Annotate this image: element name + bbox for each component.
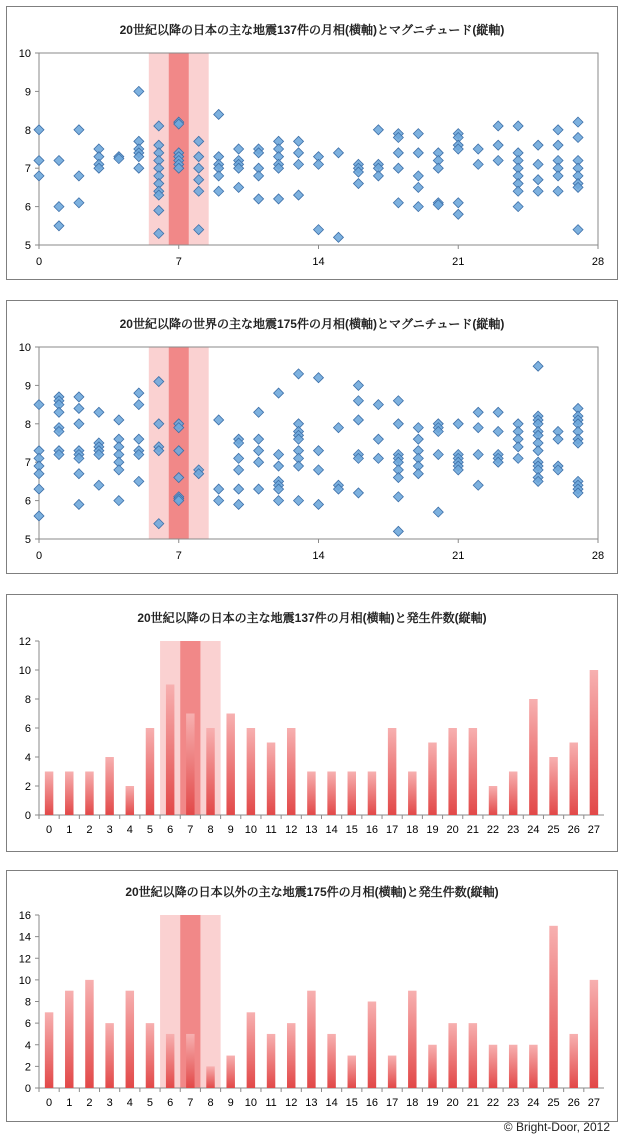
- bar-chart: [7, 871, 617, 1121]
- data-point: [533, 361, 543, 371]
- chart-title: 20世紀以降の日本の主な地震137件の月相(横軸)と発生件数(縦軸): [137, 611, 487, 625]
- data-point: [353, 380, 363, 390]
- x-tick-label: 18: [406, 824, 419, 836]
- data-point: [114, 496, 124, 506]
- data-point: [74, 419, 84, 429]
- y-tick-label: 2: [24, 781, 31, 793]
- data-point: [413, 434, 423, 444]
- data-point: [294, 159, 304, 169]
- x-tick-label: 22: [486, 1097, 500, 1109]
- x-tick-label: 6: [167, 1097, 174, 1109]
- plot-area-border: [39, 53, 598, 245]
- data-point: [74, 499, 84, 509]
- data-point: [294, 461, 304, 471]
- data-point: [74, 198, 84, 208]
- x-tick-label: 27: [587, 824, 601, 836]
- data-point: [134, 400, 144, 410]
- bar: [368, 772, 376, 816]
- y-tick-label: 0: [24, 810, 31, 822]
- y-tick-label: 14: [18, 931, 31, 944]
- bar: [509, 1045, 517, 1088]
- bar: [469, 1023, 477, 1088]
- bar: [590, 670, 598, 815]
- data-point: [254, 434, 264, 444]
- bar: [408, 991, 416, 1088]
- data-point: [314, 159, 324, 169]
- data-point: [393, 198, 403, 208]
- x-tick-label: 12: [285, 824, 298, 836]
- data-point: [254, 407, 264, 417]
- bar: [368, 1002, 376, 1089]
- x-tick-label: 7: [187, 824, 194, 836]
- data-point: [393, 163, 403, 173]
- data-point: [134, 388, 144, 398]
- chart-japan-magnitude: [6, 6, 618, 280]
- bar: [105, 757, 113, 815]
- chart-japan-count: [6, 594, 618, 852]
- x-tick-label: 24: [527, 1097, 540, 1109]
- x-tick-label: 17: [386, 1097, 399, 1109]
- bar: [348, 772, 356, 816]
- y-tick-label: 8: [24, 694, 31, 706]
- data-point: [513, 202, 523, 212]
- data-point: [294, 148, 304, 158]
- data-point: [314, 499, 324, 509]
- x-tick-label: 12: [285, 1097, 298, 1109]
- data-point: [134, 434, 144, 444]
- bar: [146, 728, 154, 815]
- data-point: [353, 396, 363, 406]
- data-point: [393, 148, 403, 158]
- bar: [489, 1045, 497, 1088]
- scatter-plot: [7, 301, 617, 573]
- data-point: [373, 453, 383, 463]
- data-point: [54, 156, 64, 166]
- data-point: [573, 117, 583, 127]
- data-point: [413, 129, 423, 139]
- x-tick-label: 2: [86, 1097, 93, 1109]
- data-point: [413, 469, 423, 479]
- data-point: [573, 225, 583, 235]
- copyright-footer: © Bright-Door, 2012: [503, 1120, 610, 1134]
- data-point: [393, 419, 403, 429]
- data-point: [234, 144, 244, 154]
- bar: [45, 1012, 53, 1088]
- data-point: [333, 232, 343, 242]
- bar: [448, 1023, 456, 1088]
- chart-other-count: [6, 870, 618, 1122]
- y-tick-label: 12: [18, 953, 31, 966]
- y-tick-label: 5: [24, 534, 31, 546]
- bar: [85, 980, 93, 1088]
- bar: [549, 757, 557, 815]
- data-point: [413, 182, 423, 192]
- x-tick-label: 8: [207, 824, 214, 836]
- x-tick-label: 1: [66, 824, 73, 836]
- data-point: [134, 163, 144, 173]
- data-point: [234, 499, 244, 509]
- x-tick-label: 18: [406, 1097, 419, 1109]
- data-point: [533, 186, 543, 196]
- data-point: [294, 496, 304, 506]
- y-tick-label: 6: [24, 495, 31, 508]
- data-point: [453, 198, 463, 208]
- bar: [529, 1045, 537, 1088]
- x-tick-label: 0: [35, 550, 43, 562]
- data-point: [54, 202, 64, 212]
- x-tick-label: 4: [126, 824, 133, 836]
- x-tick-label: 2: [86, 824, 93, 836]
- x-tick-label: 23: [507, 824, 520, 836]
- x-tick-label: 11: [265, 824, 277, 836]
- bar: [126, 786, 134, 815]
- data-point: [513, 186, 523, 196]
- bar: [569, 1034, 577, 1088]
- data-point: [493, 426, 503, 436]
- bar: [509, 772, 517, 816]
- data-point: [333, 148, 343, 158]
- bar: [206, 1066, 214, 1088]
- x-tick-label: 10: [244, 1097, 257, 1109]
- data-point: [274, 450, 284, 460]
- data-point: [214, 109, 224, 119]
- y-tick-label: 4: [24, 1039, 31, 1052]
- x-tick-label: 8: [207, 1097, 214, 1109]
- data-point: [294, 190, 304, 200]
- y-tick-label: 6: [24, 723, 31, 735]
- bar: [226, 714, 234, 816]
- bar: [85, 772, 93, 816]
- x-tick-label: 9: [227, 1097, 234, 1109]
- data-point: [234, 465, 244, 475]
- x-tick-label: 22: [486, 824, 500, 836]
- y-tick-label: 6: [24, 1018, 31, 1031]
- bar: [206, 728, 214, 815]
- x-tick-label: 7: [187, 1097, 194, 1109]
- data-point: [373, 125, 383, 135]
- bar: [146, 1023, 154, 1088]
- data-point: [254, 484, 264, 494]
- data-point: [373, 434, 383, 444]
- data-point: [254, 171, 264, 181]
- x-tick-label: 0: [35, 256, 43, 268]
- x-tick-label: 20: [446, 824, 459, 836]
- data-point: [553, 434, 563, 444]
- y-tick-label: 5: [24, 240, 31, 252]
- x-tick-label: 15: [345, 1097, 358, 1109]
- data-point: [353, 488, 363, 498]
- scatter-plot: [7, 7, 617, 279]
- data-point: [533, 159, 543, 169]
- data-point: [114, 415, 124, 425]
- x-tick-label: 28: [591, 256, 605, 268]
- bar: [287, 1023, 295, 1088]
- bar: [448, 728, 456, 815]
- x-tick-label: 3: [106, 1097, 113, 1109]
- data-point: [373, 171, 383, 181]
- bar: [186, 1034, 194, 1088]
- data-point: [473, 450, 483, 460]
- data-point: [294, 369, 304, 379]
- data-point: [393, 526, 403, 536]
- data-point: [34, 511, 44, 521]
- data-point: [333, 423, 343, 433]
- y-tick-label: 7: [24, 457, 31, 470]
- data-point: [473, 159, 483, 169]
- x-tick-label: 20: [446, 1097, 459, 1109]
- data-point: [294, 136, 304, 146]
- data-point: [74, 171, 84, 181]
- y-tick-label: 8: [24, 996, 31, 1009]
- bar: [549, 926, 557, 1088]
- x-tick-label: 19: [426, 1097, 439, 1109]
- bar: [247, 728, 255, 815]
- data-point: [274, 496, 284, 506]
- data-point: [234, 484, 244, 494]
- data-point: [134, 86, 144, 96]
- x-tick-label: 23: [507, 1097, 520, 1109]
- data-point: [234, 182, 244, 192]
- x-tick-label: 17: [386, 824, 399, 836]
- y-tick-label: 8: [24, 124, 31, 137]
- x-tick-label: 0: [46, 1097, 53, 1109]
- data-point: [134, 476, 144, 486]
- y-tick-label: 10: [18, 665, 31, 677]
- x-tick-label: 25: [547, 1097, 560, 1109]
- bar: [569, 743, 577, 816]
- x-tick-label: 7: [175, 256, 182, 268]
- data-point: [513, 121, 523, 131]
- data-point: [214, 415, 224, 425]
- x-tick-label: 26: [567, 1097, 580, 1109]
- data-point: [433, 163, 443, 173]
- data-point: [94, 407, 104, 417]
- bar: [590, 980, 598, 1088]
- data-point: [493, 156, 503, 166]
- data-point: [533, 175, 543, 185]
- data-point: [54, 221, 64, 231]
- data-point: [314, 465, 324, 475]
- x-tick-label: 25: [547, 824, 560, 836]
- data-point: [74, 469, 84, 479]
- x-tick-label: 26: [567, 824, 580, 836]
- x-tick-label: 21: [466, 824, 479, 836]
- data-point: [433, 507, 443, 517]
- x-tick-label: 16: [365, 824, 379, 836]
- bar: [469, 728, 477, 815]
- x-tick-label: 6: [167, 824, 174, 836]
- data-point: [314, 373, 324, 383]
- data-point: [373, 400, 383, 410]
- data-point: [274, 461, 284, 471]
- y-tick-label: 6: [24, 201, 31, 214]
- x-tick-label: 27: [587, 1097, 601, 1109]
- highlight-band-dark: [169, 347, 189, 539]
- data-point: [214, 496, 224, 506]
- data-point: [533, 140, 543, 150]
- data-point: [573, 132, 583, 142]
- y-tick-label: 9: [24, 86, 31, 99]
- data-point: [34, 484, 44, 494]
- x-tick-label: 14: [325, 824, 338, 836]
- data-point: [353, 179, 363, 189]
- x-tick-label: 13: [305, 1097, 318, 1109]
- data-point: [453, 419, 463, 429]
- data-point: [353, 415, 363, 425]
- bar: [126, 991, 134, 1088]
- data-point: [34, 400, 44, 410]
- bar: [388, 1056, 396, 1088]
- x-tick-label: 5: [146, 1097, 154, 1109]
- chart-title: 20世紀以降の日本の主な地震137件の月相(横軸)とマグニチュード(縦軸): [119, 23, 505, 37]
- data-point: [493, 140, 503, 150]
- chart-title: 20世紀以降の日本以外の主な地震175件の月相(横軸)と発生件数(縦軸): [125, 885, 499, 899]
- bar: [348, 1056, 356, 1088]
- data-point: [274, 388, 284, 398]
- bar: [186, 714, 194, 816]
- data-point: [74, 125, 84, 135]
- x-tick-label: 28: [591, 550, 605, 562]
- y-tick-label: 0: [24, 1083, 31, 1095]
- chart-world-magnitude: [6, 300, 618, 574]
- x-tick-label: 14: [312, 256, 325, 268]
- data-point: [433, 450, 443, 460]
- data-point: [234, 453, 244, 463]
- data-point: [473, 407, 483, 417]
- x-tick-label: 5: [146, 824, 154, 836]
- data-point: [393, 396, 403, 406]
- x-tick-label: 16: [365, 1097, 379, 1109]
- bar: [307, 991, 315, 1088]
- data-point: [314, 446, 324, 456]
- data-point: [314, 225, 324, 235]
- bar: [327, 1034, 335, 1088]
- bar: [105, 1023, 113, 1088]
- data-point: [453, 209, 463, 219]
- y-tick-label: 16: [18, 910, 31, 922]
- data-point: [513, 442, 523, 452]
- x-tick-label: 14: [325, 1097, 338, 1109]
- x-tick-label: 24: [527, 824, 540, 836]
- bar: [408, 772, 416, 816]
- bar: [489, 786, 497, 815]
- data-point: [533, 446, 543, 456]
- x-tick-label: 9: [227, 824, 234, 836]
- data-point: [473, 423, 483, 433]
- data-point: [513, 453, 523, 463]
- data-point: [34, 469, 44, 479]
- data-point: [413, 423, 423, 433]
- bar: [267, 743, 275, 816]
- data-point: [493, 407, 503, 417]
- data-point: [214, 484, 224, 494]
- y-tick-label: 12: [18, 636, 31, 648]
- data-point: [493, 121, 503, 131]
- data-point: [214, 186, 224, 196]
- y-tick-label: 10: [18, 342, 31, 354]
- data-point: [553, 125, 563, 135]
- data-point: [114, 465, 124, 475]
- data-point: [254, 194, 264, 204]
- bar-chart: [7, 595, 617, 851]
- bar: [45, 772, 53, 816]
- bar: [388, 728, 396, 815]
- x-tick-label: 13: [305, 824, 318, 836]
- bar: [65, 772, 73, 816]
- x-tick-label: 15: [345, 824, 358, 836]
- data-point: [254, 446, 264, 456]
- x-tick-label: 4: [126, 1097, 133, 1109]
- data-point: [553, 186, 563, 196]
- bar: [428, 743, 436, 816]
- data-point: [254, 457, 264, 467]
- data-point: [413, 202, 423, 212]
- x-tick-label: 11: [265, 1097, 277, 1109]
- bar: [166, 1034, 174, 1088]
- data-point: [473, 144, 483, 154]
- y-tick-label: 4: [24, 752, 31, 764]
- bar: [65, 991, 73, 1088]
- y-tick-label: 2: [24, 1061, 31, 1074]
- bar: [287, 728, 295, 815]
- bar: [428, 1045, 436, 1088]
- bar: [267, 1034, 275, 1088]
- data-point: [34, 156, 44, 166]
- y-tick-label: 10: [18, 974, 31, 987]
- data-point: [393, 492, 403, 502]
- bar: [529, 699, 537, 815]
- x-tick-label: 3: [106, 824, 113, 836]
- data-point: [553, 171, 563, 181]
- bar: [166, 685, 174, 816]
- x-tick-label: 21: [452, 550, 465, 562]
- data-point: [214, 171, 224, 181]
- y-tick-label: 10: [18, 48, 31, 60]
- x-tick-label: 21: [452, 256, 465, 268]
- data-point: [34, 171, 44, 181]
- data-point: [473, 480, 483, 490]
- x-tick-label: 0: [46, 824, 53, 836]
- data-point: [413, 148, 423, 158]
- data-point: [74, 392, 84, 402]
- data-point: [74, 403, 84, 413]
- chart-title: 20世紀以降の世界の主な地震175件の月相(横軸)とマグニチュード(縦軸): [119, 317, 505, 331]
- y-tick-label: 7: [24, 163, 31, 176]
- x-tick-label: 14: [312, 550, 325, 562]
- bar: [247, 1012, 255, 1088]
- bar: [327, 772, 335, 816]
- bar: [307, 772, 315, 816]
- x-tick-label: 19: [426, 824, 439, 836]
- y-tick-label: 8: [24, 418, 31, 431]
- data-point: [413, 171, 423, 181]
- x-tick-label: 21: [466, 1097, 479, 1109]
- bar: [226, 1056, 234, 1088]
- data-point: [274, 194, 284, 204]
- x-tick-label: 1: [66, 1097, 73, 1109]
- x-tick-label: 10: [244, 824, 257, 836]
- data-point: [94, 480, 104, 490]
- y-tick-label: 9: [24, 380, 31, 393]
- data-point: [393, 473, 403, 483]
- data-point: [553, 140, 563, 150]
- data-point: [54, 407, 64, 417]
- x-tick-label: 7: [175, 550, 182, 562]
- data-point: [34, 125, 44, 135]
